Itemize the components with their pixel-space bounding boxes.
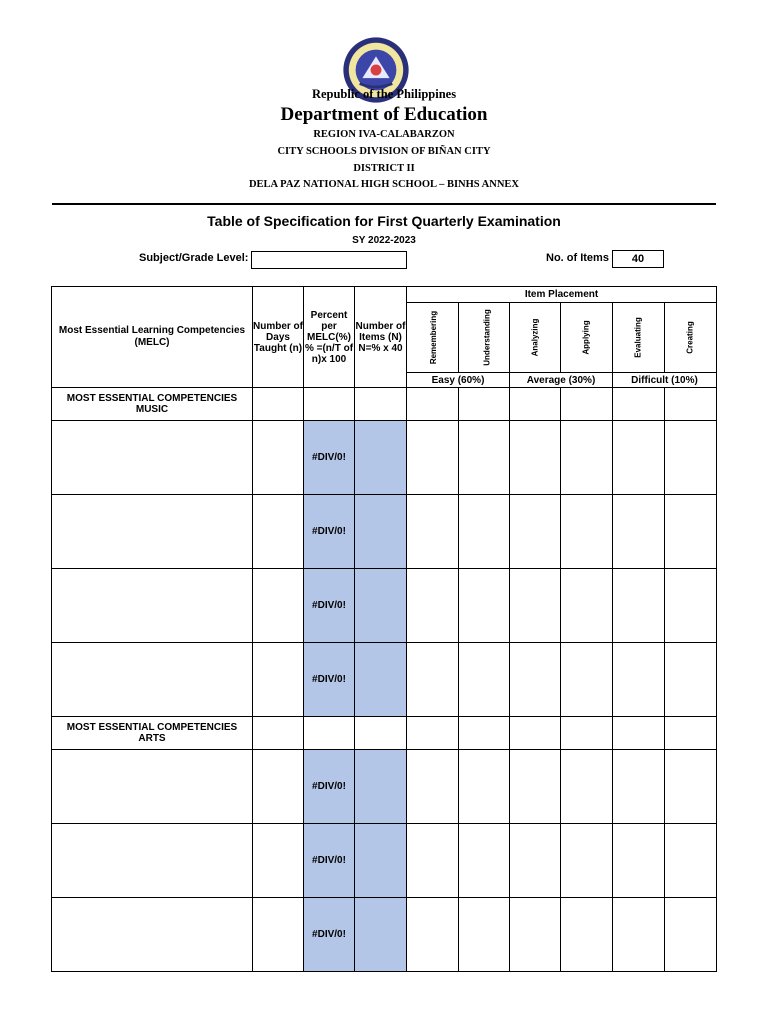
items-cell[interactable] [355, 824, 407, 898]
level-evaluating: Evaluating [613, 303, 665, 373]
cell[interactable] [355, 717, 407, 750]
cell[interactable] [407, 388, 459, 421]
cell[interactable] [613, 421, 665, 495]
cell[interactable] [407, 898, 459, 972]
items-cell[interactable] [355, 750, 407, 824]
cell[interactable] [665, 569, 717, 643]
cell[interactable] [613, 569, 665, 643]
cell[interactable] [665, 495, 717, 569]
cell[interactable] [459, 643, 510, 717]
items-cell[interactable] [355, 643, 407, 717]
section-title-arts: MOST ESSENTIAL COMPETENCIES ARTS [52, 717, 253, 750]
days-header: Number of Days Taught (n) [253, 287, 304, 388]
items-cell[interactable] [355, 569, 407, 643]
school-text: DELA PAZ NATIONAL HIGH SCHOOL – BINHS ANNEX [248, 179, 520, 190]
cell[interactable] [510, 898, 561, 972]
table-row [52, 495, 717, 569]
level-remembering: Remembering [407, 303, 459, 373]
cell[interactable] [665, 717, 717, 750]
days-cell[interactable] [253, 898, 304, 972]
days-cell[interactable] [253, 750, 304, 824]
cell[interactable] [407, 569, 459, 643]
percent-cell: #DIV/0! [304, 569, 355, 643]
percent-cell: #DIV/0! [304, 421, 355, 495]
cell[interactable] [613, 750, 665, 824]
table-row [52, 421, 717, 495]
cell[interactable] [613, 717, 665, 750]
region-text: REGION IVA-CALABARZON [313, 129, 455, 140]
level-applying: Applying [561, 303, 613, 373]
items-header: Number of Items (N) N=% x 40 [355, 287, 407, 388]
cell[interactable] [665, 421, 717, 495]
cell[interactable] [407, 643, 459, 717]
group-difficult: Difficult (10%) [613, 373, 717, 388]
section-title-music: MOST ESSENTIAL COMPETENCIES MUSIC [52, 388, 253, 421]
cell[interactable] [561, 750, 613, 824]
melc-cell[interactable] [52, 569, 253, 643]
cell[interactable] [510, 569, 561, 643]
subject-field[interactable] [251, 251, 407, 269]
cell[interactable] [510, 824, 561, 898]
table-row [52, 569, 717, 643]
days-cell[interactable] [253, 421, 304, 495]
days-cell[interactable] [253, 495, 304, 569]
cell[interactable] [613, 388, 665, 421]
cell[interactable] [510, 495, 561, 569]
days-cell[interactable] [253, 643, 304, 717]
cell[interactable] [407, 421, 459, 495]
cell[interactable] [407, 824, 459, 898]
level-creating: Creating [665, 303, 717, 373]
melc-cell[interactable] [52, 824, 253, 898]
section-row-music [52, 388, 717, 421]
melc-cell[interactable] [52, 898, 253, 972]
cell[interactable] [304, 388, 355, 421]
department-title: Department of Education [280, 104, 488, 125]
cell[interactable] [561, 643, 613, 717]
school-year: SY 2022-2023 [352, 235, 416, 246]
melc-cell[interactable] [52, 643, 253, 717]
cell[interactable] [459, 388, 510, 421]
cell[interactable] [665, 388, 717, 421]
cell[interactable] [459, 495, 510, 569]
items-cell[interactable] [355, 421, 407, 495]
cell[interactable] [459, 569, 510, 643]
table-row [52, 750, 717, 824]
district-text: DISTRICT II [353, 163, 415, 174]
melc-cell[interactable] [52, 495, 253, 569]
subject-label: Subject/Grade Level: [139, 252, 249, 264]
cell[interactable] [459, 898, 510, 972]
republic-text: Republic of the Philippines [311, 87, 457, 101]
percent-cell: #DIV/0! [304, 643, 355, 717]
items-label: No. of Items [546, 252, 609, 264]
items-cell[interactable] [355, 495, 407, 569]
level-understanding: Understanding [459, 303, 510, 373]
cell[interactable] [613, 824, 665, 898]
items-field[interactable]: 40 [612, 250, 664, 268]
cell[interactable] [407, 717, 459, 750]
cell[interactable] [613, 898, 665, 972]
cell[interactable] [665, 643, 717, 717]
specification-table [51, 286, 717, 972]
document-title: Table of Specification for First Quarterly Examination [207, 213, 561, 229]
percent-cell: #DIV/0! [304, 750, 355, 824]
table-row [52, 898, 717, 972]
cell[interactable] [407, 750, 459, 824]
section-row-arts [52, 717, 717, 750]
cell[interactable] [510, 750, 561, 824]
header-divider [52, 203, 716, 205]
items-cell[interactable] [355, 898, 407, 972]
days-cell[interactable] [253, 569, 304, 643]
cell[interactable] [459, 421, 510, 495]
cell[interactable] [561, 388, 613, 421]
table-row [52, 824, 717, 898]
percent-cell: #DIV/0! [304, 824, 355, 898]
cell[interactable] [355, 388, 407, 421]
percent-header: Percent per MELC(%) % =(n/T of n)x 100 [304, 287, 355, 388]
cell[interactable] [510, 421, 561, 495]
cell[interactable] [510, 388, 561, 421]
group-easy: Easy (60%) [407, 373, 510, 388]
group-average: Average (30%) [510, 373, 613, 388]
cell[interactable] [561, 717, 613, 750]
table-row [52, 643, 717, 717]
cell[interactable] [561, 824, 613, 898]
level-analyzing: Analyzing [510, 303, 561, 373]
cell[interactable] [561, 421, 613, 495]
cell[interactable] [253, 388, 304, 421]
cell[interactable] [510, 643, 561, 717]
melc-cell[interactable] [52, 750, 253, 824]
melc-cell[interactable] [52, 421, 253, 495]
cell[interactable] [459, 824, 510, 898]
percent-cell: #DIV/0! [304, 495, 355, 569]
cell[interactable] [665, 898, 717, 972]
melc-header: Most Essential Learning Competencies (MELC) [52, 287, 253, 388]
cell[interactable] [665, 750, 717, 824]
item-placement-header: Item Placement [407, 287, 717, 303]
cell[interactable] [459, 750, 510, 824]
division-text: CITY SCHOOLS DIVISION OF BIÑAN CITY [277, 146, 491, 157]
cell[interactable] [561, 569, 613, 643]
cell[interactable] [253, 717, 304, 750]
cell[interactable] [304, 717, 355, 750]
cell[interactable] [407, 495, 459, 569]
cell[interactable] [459, 717, 510, 750]
cell[interactable] [665, 824, 717, 898]
cell[interactable] [613, 643, 665, 717]
cell[interactable] [510, 717, 561, 750]
days-cell[interactable] [253, 824, 304, 898]
cell[interactable] [561, 898, 613, 972]
percent-cell: #DIV/0! [304, 898, 355, 972]
cell[interactable] [613, 495, 665, 569]
cell[interactable] [561, 495, 613, 569]
